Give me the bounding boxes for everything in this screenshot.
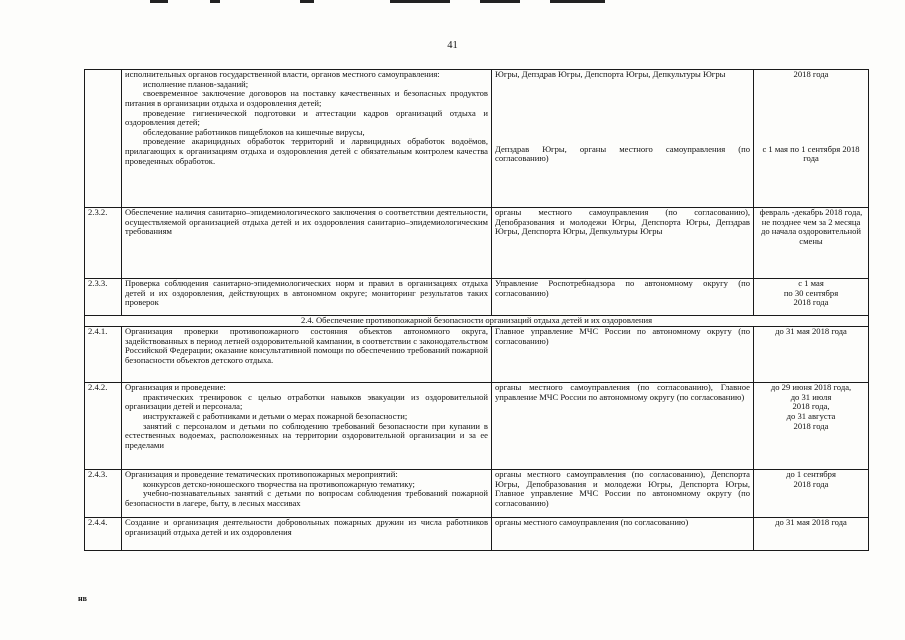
row-number	[85, 70, 122, 208]
section-heading-row	[85, 316, 869, 327]
table-row	[85, 518, 869, 551]
table-row	[85, 208, 869, 279]
measures-table	[84, 69, 869, 551]
deadline: с 1 мая по 30 сентября 2018 года	[754, 279, 869, 316]
scan-edge-marks	[150, 0, 620, 4]
table-row	[85, 279, 869, 316]
row-number: 2.4.2.	[85, 383, 122, 470]
deadline: февраль -декабрь 2018 года, не позднее чем за 2 месяца до начала оздоровительной смены	[754, 208, 869, 279]
row-number: 2.3.2.	[85, 208, 122, 279]
section-heading: 2.4. Обеспечение противопожарной безопасности организаций отдыха детей и их оздоровления	[85, 316, 869, 327]
measure-description: Создание и организация деятельности добровольных пожарных дружин из числа работников организаций отдыха детей и их оздоровления	[122, 518, 492, 551]
deadline: до 29 июня 2018 года, до 31 июля 2018 года, до 31 августа 2018 года	[754, 383, 869, 470]
deadline: до 31 мая 2018 года	[754, 518, 869, 551]
deadline: 2018 года с 1 мая по 1 сентября 2018 года	[754, 70, 869, 208]
responsible-parties: органы местного самоуправления (по согласованию), Депспорта Югры, Депобразования и молодежи Югры, Депспорта Югры, Главное управление МЧС России по автономному округу (по согласованию)	[492, 470, 754, 518]
responsible-parties: Главное управление МЧС России по автономному округу (по согласованию)	[492, 327, 754, 383]
row-number: 2.4.3.	[85, 470, 122, 518]
responsible-parties: Югры, Депздрав Югры, Депспорта Югры, Депкультуры Югры Депздрав Югры, органы местного самоуправления (по согласованию)	[492, 70, 754, 208]
measure-description: исполнительных органов государственной власти, органов местного самоуправления: исполнение планов-заданий; своевременное заключение договоров на поставку качественных и безопасных продуктов питания в организации отдыха и оздоровления детей; проведение гигиенической подготовки и аттестации кадров организаций отдыха и оздоровления детей; обследование работников пищеблоков на кишечные вирусы, проведение акарицидных обработок территорий и ларвицидных обработок водоёмов, прилагающих к организациям отдыха и оздоровления детей с обязательным контролем качества проведенных обработок.	[122, 70, 492, 208]
measure-description: Обеспечение наличия санитарно–эпидемиологического заключения о соответствии деятельности, осуществляемой организацией отдыха детей и их оздоровления санитарно–эпидемиологическим требованиям	[122, 208, 492, 279]
table-row	[85, 383, 869, 470]
row-number: 2.3.3.	[85, 279, 122, 316]
responsible-parties: Управление Роспотребнадзора по автономному округу (по согласованию)	[492, 279, 754, 316]
responsible-parties: органы местного самоуправления (по согласованию), Депобразования и молодежи Югры, Депспорта Югры, Депздрав Югры, Депспорта Югры, Депкультуры Югры	[492, 208, 754, 279]
table-row	[85, 327, 869, 383]
table-row	[85, 470, 869, 518]
measure-description: Организация и проведение: практических тренировок с целью отработки навыков эвакуации из оздоровительной организации детей и персонала; инструктажей с работниками и детьми о мерах пожарной безопасности; занятий с персоналом и детьми по соблюдению требований безопасности при купании в естественных водоемах, расположенных на территории оздоровительной организации и за ее пределами	[122, 383, 492, 470]
measure-description: Организация и проведение тематических противопожарных мероприятий: конкурсов детско-юношеского творчества на противопожарную тематику; учебно-познавательных занятий с детьми по вопросам соблюдения требований пожарной безопасности в лагере, быту, в лесных массивах	[122, 470, 492, 518]
footer-initials: нв	[78, 594, 87, 603]
responsible-parties: органы местного самоуправления (по согласованию), Главное управление МЧС России по автономному округу (по согласованию)	[492, 383, 754, 470]
page-number: 41	[447, 40, 458, 51]
row-number: 2.4.4.	[85, 518, 122, 551]
row-number: 2.4.1.	[85, 327, 122, 383]
measure-description: Проверка соблюдения санитарно-эпидемиологических норм и правил в организациях отдыха детей и их оздоровления, действующих в автономном округе; мониторинг результатов таких проверок	[122, 279, 492, 316]
deadline: до 31 мая 2018 года	[754, 327, 869, 383]
table-row	[85, 70, 869, 208]
deadline: до 1 сентября 2018 года	[754, 470, 869, 518]
responsible-parties: органы местного самоуправления (по согласованию)	[492, 518, 754, 551]
measure-description: Организация проверки противопожарного состояния объектов автономного округа, задействованных в период летней оздоровительной кампании, в соответствии с законодательством Российской Федерации; оказание консультативной помощи по обеспечению требований пожарной безопасности объектов детского отдыха.	[122, 327, 492, 383]
